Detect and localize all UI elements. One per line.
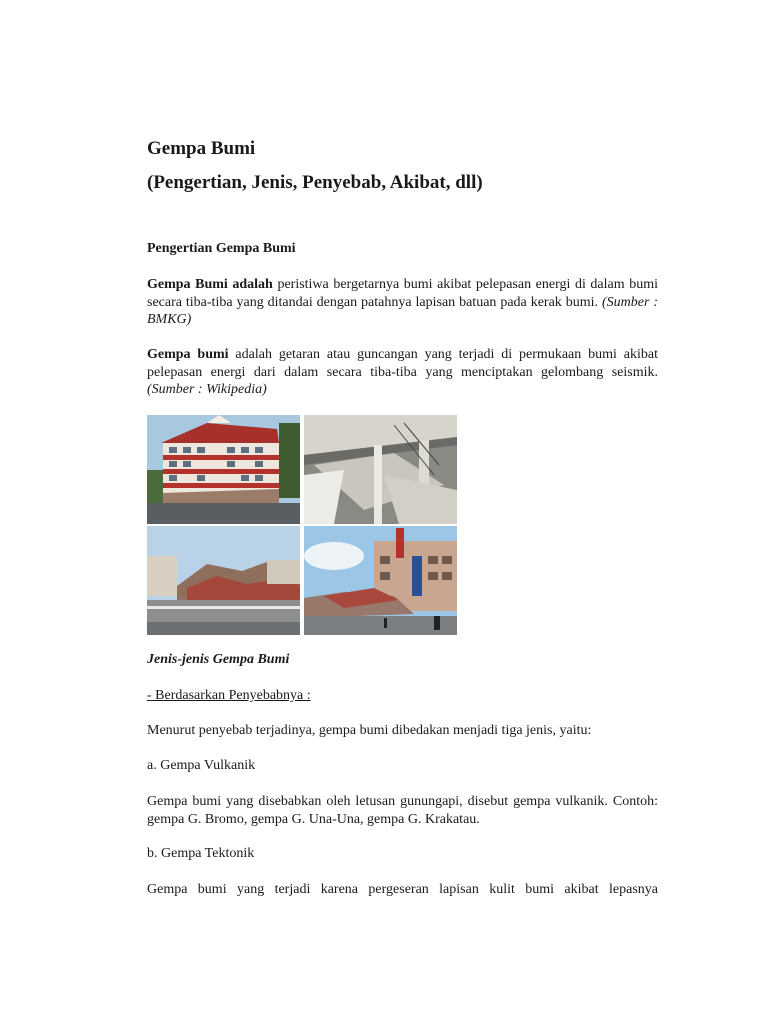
paragraph-vulkanik: Gempa bumi yang disebabkan oleh letusan gunungapi, disebut gempa vulkanik. Contoh: gempa G. Bromo, gempa G. Una-Una, gempa G. Krakatau. — [147, 794, 658, 827]
paragraph-definition-wikipedia — [147, 346, 658, 399]
paragraph-lead: Gempa bumi — [147, 347, 229, 362]
section-heading-pengertian: Pengertian Gempa Bumi — [147, 241, 296, 256]
photo-collapsed-concrete-interior — [304, 415, 457, 524]
list-item-tektonik: b. Gempa Tektonik — [147, 846, 255, 861]
photo-collapsed-red-roof-building — [147, 415, 300, 524]
subheading-berdasarkan: - Berdasarkan Penyebabnya : — [147, 688, 311, 703]
paragraph-definition-bmkg — [147, 276, 658, 329]
paragraph-lead: Gempa Bumi adalah — [147, 277, 273, 292]
document-title: Gempa Bumi — [147, 138, 256, 159]
intro-line: Menurut penyebab terjadinya, gempa bumi dibedakan menjadi tiga jenis, yaitu: — [147, 723, 592, 738]
paragraph-source: (Sumber : BMKG) — [147, 294, 658, 327]
paragraph-tektonik: Gempa bumi yang terjadi karena pergeseran lapisan kulit bumi akibat lepasnya — [147, 882, 658, 897]
section-heading-jenis: Jenis-jenis Gempa Bumi — [147, 652, 290, 667]
photo-collapsed-shophouse — [304, 526, 457, 635]
paragraph-body: adalah getaran atau guncangan yang terjadi di permukaan bumi akibat pelepasan energi dari dalam secara tiba-tiba yang menciptakan gelombang seismik. — [147, 347, 658, 380]
paragraph-source: (Sumber : Wikipedia) — [147, 382, 267, 397]
paragraph-body: peristiwa bergetarnya bumi akibat pelepasan energi di dalam bumi secara tiba-tiba yang ditandai dengan patahnya lapisan batuan pada kerak bumi. — [147, 277, 658, 310]
list-item-vulkanik: a. Gempa Vulkanik — [147, 758, 256, 773]
earthquake-photo-grid — [147, 415, 457, 635]
photo-street-rubble-damage — [147, 526, 300, 635]
document-subtitle: (Pengertian, Jenis, Penyebab, Akibat, dll) — [147, 172, 483, 193]
